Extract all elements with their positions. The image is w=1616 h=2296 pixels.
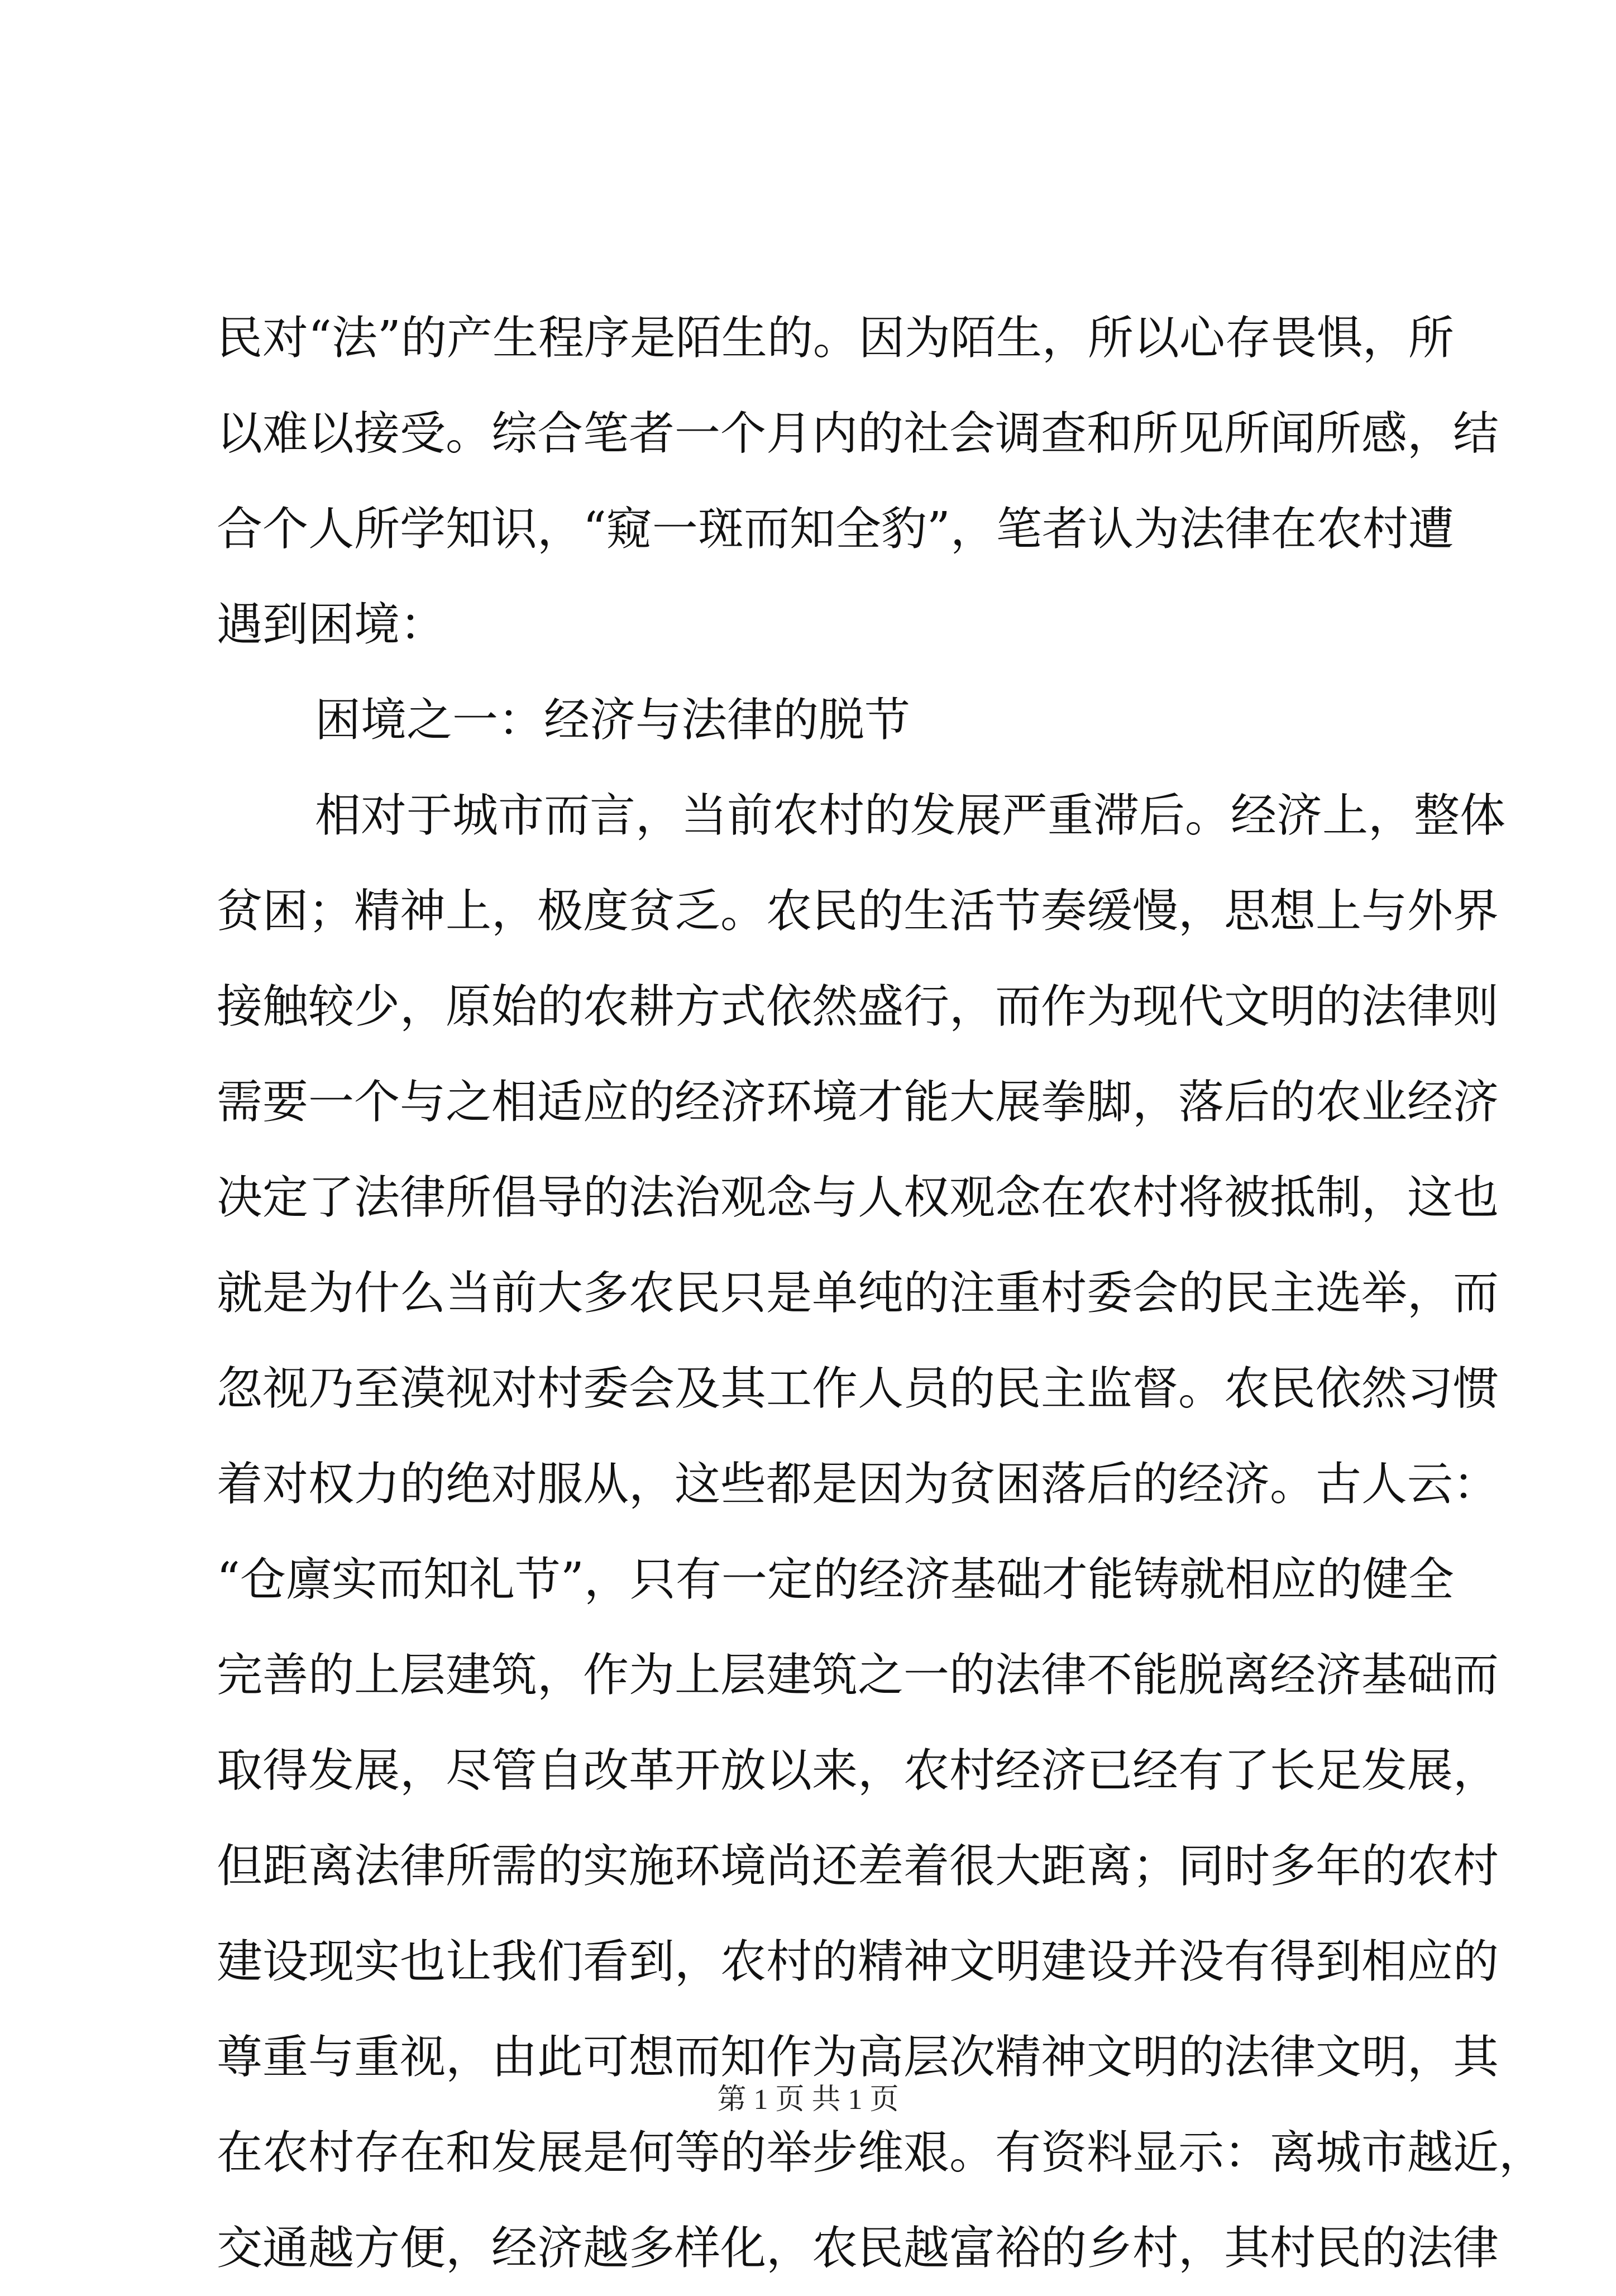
section-heading: 困境之一：经济与法律的脱节 bbox=[315, 694, 911, 747]
text-line: 合个人所学知识，“窥一斑而知全豹”，笔者认为法律在农村遭 bbox=[217, 503, 1454, 556]
document-body bbox=[217, 290, 1545, 2296]
text-line: 建设现实也让我们看到，农村的精神文明建设并没有得到相应的 bbox=[217, 1935, 1499, 1988]
text-line: 尊重与重视，由此可想而知作为高层次精神文明的法律文明，其 bbox=[217, 2031, 1499, 2084]
text-line: 民对“法”的产生程序是陌生的。因为陌生，所以心存畏惧，所 bbox=[217, 312, 1454, 365]
text-line: 完善的上层建筑，作为上层建筑之一的法律不能脱离经济基础而 bbox=[217, 1649, 1499, 1702]
text-line: 决定了法律所倡导的法治观念与人权观念在农村将被抵制，这也 bbox=[217, 1171, 1499, 1224]
text-line: 忽视乃至漠视对村委会及其工作人员的民主监督。农民依然习惯 bbox=[217, 1362, 1499, 1415]
text-line: 取得发展，尽管自改革开放以来，农村经济已经有了长足发展， bbox=[217, 1744, 1499, 1797]
text-line: 着对权力的绝对服从，这些都是因为贫困落后的经济。古人云： bbox=[217, 1458, 1499, 1511]
page-footer: 第 1 页 共 1 页 bbox=[717, 2084, 899, 2116]
text-line: 在农村存在和发展是何等的举步维艰。有资料显示：离城市越近， bbox=[217, 2126, 1545, 2179]
text-line: 相对于城市而言，当前农村的发展严重滞后。经济上，整体 bbox=[315, 789, 1506, 842]
text-line: 需要一个与之相适应的经济环境才能大展拳脚，落后的农业经济 bbox=[217, 1076, 1499, 1129]
text-line: 就是为什么当前大多农民只是单纯的注重村委会的民主选举，而 bbox=[217, 1267, 1499, 1320]
text-line: 交通越方便，经济越多样化，农民越富裕的乡村，其村民的法律 bbox=[217, 2222, 1499, 2275]
text-line: “仓廪实而知礼节”，只有一定的经济基础才能铸就相应的健全 bbox=[217, 1553, 1454, 1606]
text-line: 贫困；精神上，极度贫乏。农民的生活节奏缓慢，思想上与外界 bbox=[217, 885, 1499, 938]
text-line: 遇到困境： bbox=[217, 598, 446, 651]
text-line: 但距离法律所需的实施环境尚还差着很大距离；同时多年的农村 bbox=[217, 1840, 1499, 1893]
text-line: 以难以接受。综合笔者一个月内的社会调查和所见所闻所感，结 bbox=[217, 407, 1499, 460]
text-line: 接触较少，原始的农耕方式依然盛行，而作为现代文明的法律则 bbox=[217, 980, 1499, 1033]
